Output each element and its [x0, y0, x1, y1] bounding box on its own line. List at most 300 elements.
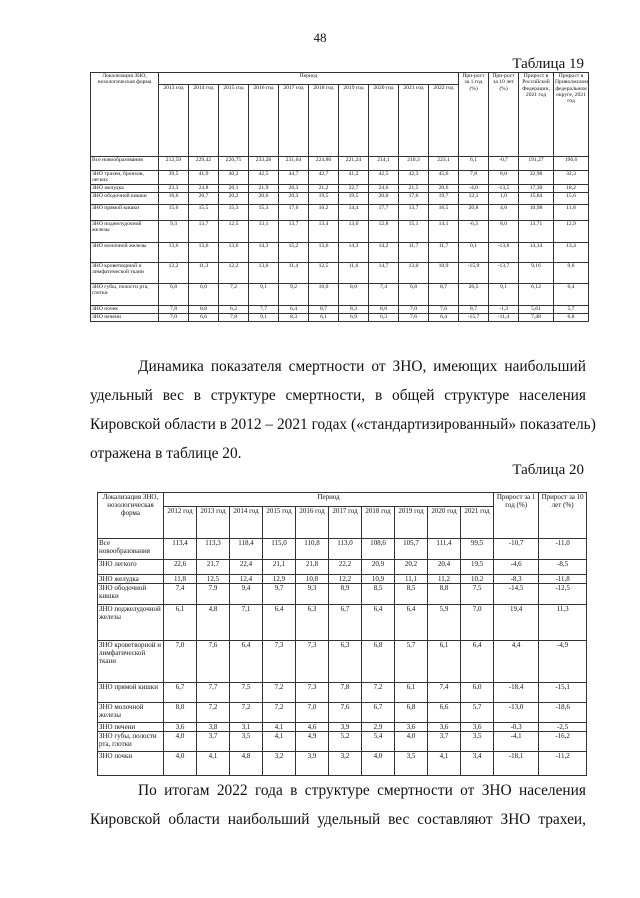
- table-row: [91, 306, 589, 314]
- cell-value: 9,6: [554, 263, 589, 284]
- cell-value: -8,3: [494, 575, 539, 584]
- cell-value: 13,0: [339, 221, 369, 243]
- cell-value: 224,86: [309, 157, 339, 171]
- table-19-header-row: [91, 73, 589, 85]
- cell-value: 42,7: [309, 171, 339, 185]
- cell-value: 8,0: [489, 171, 519, 185]
- table-row: [98, 723, 587, 732]
- table-20-growth1-header: Прирост за 1 год (%): [494, 493, 539, 539]
- cell-value: 14,4: [339, 205, 369, 221]
- cell-value: 3,4: [461, 752, 494, 776]
- cell-value: 32,3: [554, 171, 589, 185]
- cell-value: 8,8: [189, 306, 219, 314]
- cell-value: 8,8: [428, 584, 461, 605]
- table-row: [91, 171, 589, 185]
- table-20-year-4: 2016 год: [296, 507, 329, 539]
- cell-value: 11,8: [164, 575, 197, 584]
- row-label: ЗНО кроветворной и лимфатической ткани: [98, 641, 164, 683]
- cell-value: 9,1: [249, 314, 279, 322]
- row-label: ЗНО прямой кишки: [91, 205, 159, 221]
- cell-value: -18,6: [539, 703, 587, 723]
- row-label: ЗНО молочной железы: [98, 703, 164, 723]
- table-20-year-7: 2019 год: [395, 507, 428, 539]
- cell-value: 7,2: [197, 703, 230, 723]
- cell-value: 12,5: [219, 221, 249, 243]
- row-label: ЗНО почек: [91, 306, 159, 314]
- cell-value: 15,3: [219, 205, 249, 221]
- cell-value: 7,5: [230, 683, 263, 703]
- cell-value: 7,4: [164, 584, 197, 605]
- cell-value: 5,2: [329, 732, 362, 752]
- cell-value: 3,7: [197, 732, 230, 752]
- cell-value: -12,5: [539, 584, 587, 605]
- cell-value: 6,9: [339, 314, 369, 322]
- cell-value: 7,2: [263, 703, 296, 723]
- cell-value: 20,2: [395, 560, 428, 575]
- cell-value: 7,8: [459, 171, 489, 185]
- cell-value: 7,7: [249, 306, 279, 314]
- row-label: ЗНО печени: [98, 723, 164, 732]
- table-row: [91, 185, 589, 193]
- cell-value: 6,3: [369, 314, 399, 322]
- cell-value: 19,4: [494, 605, 539, 641]
- table-row: [91, 284, 589, 306]
- cell-value: -2,5: [539, 723, 587, 732]
- row-label: Все новообразования: [98, 539, 164, 560]
- cell-value: 6,7: [164, 683, 197, 703]
- cell-value: 0,1: [459, 243, 489, 263]
- cell-value: -18,1: [494, 752, 539, 776]
- cell-value: 212,59: [159, 157, 189, 171]
- cell-value: 40,2: [219, 171, 249, 185]
- cell-value: 10,9: [429, 263, 459, 284]
- cell-value: 13,4: [309, 221, 339, 243]
- cell-value: 22,4: [230, 560, 263, 575]
- cell-value: 11,3: [539, 605, 587, 641]
- cell-value: 7,1: [230, 605, 263, 641]
- row-label: ЗНО ободочной кишки: [98, 584, 164, 605]
- cell-value: 4,4: [494, 641, 539, 683]
- cell-value: 8,0: [164, 703, 197, 723]
- cell-value: -15,7: [459, 314, 489, 322]
- cell-value: 4,9: [296, 732, 329, 752]
- cell-value: -8,5: [539, 560, 587, 575]
- cell-value: 9,1: [249, 284, 279, 306]
- cell-value: -13,8: [489, 243, 519, 263]
- cell-value: 7,8: [329, 683, 362, 703]
- cell-value: 15,1: [399, 221, 429, 243]
- cell-value: 15,5: [189, 205, 219, 221]
- cell-value: 20,2: [219, 193, 249, 205]
- cell-value: -13,5: [489, 185, 519, 193]
- cell-value: 4,8: [230, 752, 263, 776]
- cell-value: -15,1: [539, 683, 587, 703]
- table-row: [98, 641, 587, 683]
- table-20-period-header: Период: [164, 493, 494, 507]
- cell-value: 191,27: [519, 157, 554, 171]
- cell-value: 3,5: [395, 752, 428, 776]
- cell-value: 12,2: [219, 263, 249, 284]
- cell-value: 44,7: [279, 171, 309, 185]
- cell-value: 8,0: [489, 221, 519, 243]
- cell-value: 8,9: [329, 584, 362, 605]
- cell-value: 7,0: [399, 306, 429, 314]
- cell-value: 20,3: [279, 193, 309, 205]
- cell-value: 6,4: [461, 641, 494, 683]
- cell-value: 3,6: [395, 723, 428, 732]
- cell-value: -10,7: [494, 539, 539, 560]
- cell-value: 7,6: [399, 314, 429, 322]
- table-19-rf-header: Прирост в Российской Федерации, 2021 год: [519, 73, 554, 157]
- table-19-year-0: 2013 год: [159, 85, 189, 157]
- table-19-loc-header: Локализация ЗНО, нозологическая форма: [91, 73, 159, 157]
- cell-value: 6,8: [362, 641, 395, 683]
- cell-value: 3,2: [329, 752, 362, 776]
- row-label: ЗНО трахеи, бронхов, легких: [91, 171, 159, 185]
- row-label: ЗНО почки: [98, 752, 164, 776]
- cell-value: 11,7: [429, 243, 459, 263]
- cell-value: 110,8: [296, 539, 329, 560]
- cell-value: 221,24: [339, 157, 369, 171]
- cell-value: 14,1: [429, 221, 459, 243]
- cell-value: 9,2: [279, 284, 309, 306]
- cell-value: 13,7: [189, 221, 219, 243]
- table-row: [98, 752, 587, 776]
- table-19: [90, 72, 589, 322]
- cell-value: 7,2: [263, 683, 296, 703]
- cell-value: 7,6: [329, 703, 362, 723]
- cell-value: -15,9: [459, 263, 489, 284]
- cell-value: 6,1: [395, 683, 428, 703]
- paragraph-1: [90, 352, 596, 468]
- cell-value: 9,3: [159, 221, 189, 243]
- table-row: [91, 243, 589, 263]
- cell-value: 20,7: [189, 193, 219, 205]
- cell-value: 11,2: [428, 575, 461, 584]
- cell-value: 118,4: [230, 539, 263, 560]
- cell-value: 13,71: [519, 221, 554, 243]
- cell-value: 21,9: [249, 185, 279, 193]
- cell-value: 4,1: [263, 732, 296, 752]
- cell-value: 108,6: [362, 539, 395, 560]
- cell-value: 45,6: [429, 171, 459, 185]
- cell-value: 6,0: [461, 683, 494, 703]
- table-20-year-1: 2013 год: [197, 507, 230, 539]
- cell-value: 13,7: [399, 205, 429, 221]
- cell-value: 13,6: [159, 243, 189, 263]
- cell-value: 8,5: [362, 584, 395, 605]
- paragraph-2: [90, 776, 586, 834]
- row-label: ЗНО легкого: [98, 560, 164, 575]
- cell-value: 3,9: [296, 752, 329, 776]
- cell-value: 13,6: [309, 243, 339, 263]
- cell-value: 229,42: [189, 157, 219, 171]
- cell-value: 6,3: [329, 641, 362, 683]
- cell-value: 3,7: [428, 732, 461, 752]
- cell-value: 13,1: [249, 221, 279, 243]
- cell-value: 7,4: [369, 284, 399, 306]
- cell-value: -4,9: [539, 641, 587, 683]
- cell-value: 16,6: [159, 193, 189, 205]
- cell-value: 8,7: [429, 284, 459, 306]
- table-20-year-6: 2018 год: [362, 507, 395, 539]
- cell-value: 231,64: [279, 157, 309, 171]
- cell-value: 12,9: [263, 575, 296, 584]
- cell-value: 6,4: [554, 284, 589, 306]
- table-row: [98, 584, 587, 605]
- cell-value: 7,4: [428, 683, 461, 703]
- table-row: [98, 575, 587, 584]
- cell-value: 42,3: [399, 171, 429, 185]
- cell-value: 24,6: [369, 185, 399, 193]
- table-row: [91, 221, 589, 243]
- cell-value: 24,8: [189, 185, 219, 193]
- cell-value: 14,3: [249, 243, 279, 263]
- row-label: ЗНО поджелудочной железы: [98, 605, 164, 641]
- cell-value: 7,0: [164, 641, 197, 683]
- cell-value: -11,4: [489, 314, 519, 322]
- cell-value: 6,1: [309, 314, 339, 322]
- cell-value: 7,2: [230, 703, 263, 723]
- cell-value: 42,5: [249, 171, 279, 185]
- cell-value: 6,8: [395, 703, 428, 723]
- cell-value: 39,5: [159, 171, 189, 185]
- row-label: ЗНО губы, полости рта, глотки: [91, 284, 159, 306]
- row-label: ЗНО кроветворной и лимфатической ткани: [91, 263, 159, 284]
- table-row: [91, 263, 589, 284]
- cell-value: -11,2: [539, 752, 587, 776]
- table-row: [98, 732, 587, 752]
- cell-value: 6,4: [230, 641, 263, 683]
- cell-value: -14,5: [494, 584, 539, 605]
- table-20-caption: Таблица 20: [512, 462, 584, 478]
- row-label: ЗНО печени: [91, 314, 159, 322]
- cell-value: 21,2: [309, 185, 339, 193]
- cell-value: 111,4: [428, 539, 461, 560]
- cell-value: 6,8: [399, 284, 429, 306]
- paragraph-line: удельный вес в структуре смертности, в общей структуре населения: [90, 387, 586, 404]
- cell-value: 210,3: [399, 157, 429, 171]
- cell-value: 10,9: [362, 575, 395, 584]
- table-row: [98, 539, 587, 560]
- table-19-year-3: 2016 год: [249, 85, 279, 157]
- paragraph-line: Кировской области наибольший удельный вес составляют ЗНО трахеи,: [90, 811, 586, 828]
- cell-value: 6,4: [279, 306, 309, 314]
- cell-value: 7,3: [296, 683, 329, 703]
- cell-value: 10,2: [461, 575, 494, 584]
- cell-value: 20,9: [362, 560, 395, 575]
- table-19-period-header: Период: [159, 73, 459, 85]
- cell-value: 2,9: [362, 723, 395, 732]
- cell-value: 3,1: [230, 723, 263, 732]
- cell-value: 19,5: [309, 193, 339, 205]
- cell-value: 20,6: [249, 193, 279, 205]
- cell-value: 3,9: [329, 723, 362, 732]
- cell-value: 14,3: [339, 243, 369, 263]
- cell-value: 3,6: [164, 723, 197, 732]
- cell-value: 5,9: [428, 605, 461, 641]
- cell-value: 22,7: [339, 185, 369, 193]
- paragraph-line: Кировской области в 2012 – 2021 годах («стандартизированный» показатель): [90, 416, 596, 433]
- table-20-year-3: 2015 год: [263, 507, 296, 539]
- cell-value: 105,7: [395, 539, 428, 560]
- cell-value: 22,2: [329, 560, 362, 575]
- row-label: ЗНО губы, полости рта, глотки: [98, 732, 164, 752]
- cell-value: -11,0: [539, 539, 587, 560]
- cell-value: 7,2: [362, 683, 395, 703]
- row-label: ЗНО прямой кишки: [98, 683, 164, 703]
- cell-value: 113,3: [197, 539, 230, 560]
- cell-value: 7,0: [461, 605, 494, 641]
- cell-value: -4,6: [494, 560, 539, 575]
- paragraph-line: отражена в таблице 20.: [90, 445, 242, 462]
- cell-value: 22,6: [164, 560, 197, 575]
- cell-value: -0,3: [494, 723, 539, 732]
- cell-value: 6,4: [362, 605, 395, 641]
- cell-value: 13,6: [219, 243, 249, 263]
- cell-value: 6,8: [159, 284, 189, 306]
- cell-value: 15,2: [279, 243, 309, 263]
- table-20-header-row: [98, 493, 587, 507]
- table-19-caption: Таблица 19: [512, 56, 584, 72]
- cell-value: -13,0: [494, 703, 539, 723]
- cell-value: 6,1: [459, 157, 489, 171]
- row-label: ЗНО желудка: [91, 185, 159, 193]
- table-19-year-6: 2019 год: [339, 85, 369, 157]
- table-19-year-1: 2014 год: [189, 85, 219, 157]
- cell-value: 113,4: [164, 539, 197, 560]
- cell-value: 12,2: [329, 575, 362, 584]
- cell-value: 12,5: [309, 263, 339, 284]
- cell-value: 4,6: [489, 205, 519, 221]
- cell-value: 18,2: [554, 185, 589, 193]
- cell-value: 20,6: [429, 185, 459, 193]
- cell-value: -13,7: [489, 263, 519, 284]
- cell-value: 17,6: [399, 193, 429, 205]
- cell-value: 4,1: [263, 723, 296, 732]
- cell-value: 13,0: [399, 263, 429, 284]
- cell-value: 19,5: [339, 193, 369, 205]
- cell-value: 8,0: [339, 284, 369, 306]
- cell-value: 32,98: [519, 171, 554, 185]
- cell-value: -1,3: [489, 306, 519, 314]
- table-20-year-0: 2012 год: [164, 507, 197, 539]
- cell-value: 3,5: [230, 732, 263, 752]
- cell-value: 4,1: [197, 752, 230, 776]
- cell-value: 5,4: [362, 732, 395, 752]
- row-label: ЗНО желудка: [98, 575, 164, 584]
- table-19-growth10-header: При-рост за 10 лет (%): [489, 73, 519, 157]
- cell-value: 5,7: [461, 703, 494, 723]
- table-19-year-8: 2021 год: [399, 85, 429, 157]
- cell-value: 7,8: [219, 314, 249, 322]
- cell-value: -4,1: [494, 732, 539, 752]
- cell-value: 15,84: [519, 193, 554, 205]
- cell-value: 11,8: [554, 205, 589, 221]
- cell-value: 99,5: [461, 539, 494, 560]
- table-19-year-5: 2018 год: [309, 85, 339, 157]
- table-20-year-5: 2017 год: [329, 507, 362, 539]
- cell-value: 12,8: [369, 221, 399, 243]
- cell-value: 4,0: [164, 732, 197, 752]
- cell-value: 17,7: [369, 205, 399, 221]
- cell-value: 20,4: [428, 560, 461, 575]
- cell-value: 13,4: [554, 243, 589, 263]
- cell-value: 9,7: [263, 584, 296, 605]
- cell-value: -16,2: [539, 732, 587, 752]
- cell-value: 11,7: [399, 243, 429, 263]
- cell-value: 16,2: [309, 205, 339, 221]
- cell-value: -18,4: [494, 683, 539, 703]
- cell-value: 9,16: [519, 263, 554, 284]
- cell-value: 12,4: [230, 575, 263, 584]
- table-20: [97, 492, 587, 776]
- cell-value: 7,2: [219, 284, 249, 306]
- row-label: ЗНО поджелудочной железы: [91, 221, 159, 243]
- cell-value: 1,0: [489, 193, 519, 205]
- cell-value: 6,3: [296, 605, 329, 641]
- cell-value: 8,7: [459, 306, 489, 314]
- table-row: [91, 314, 589, 322]
- cell-value: 4,6: [296, 723, 329, 732]
- cell-value: 3,8: [197, 723, 230, 732]
- cell-value: 3,6: [428, 723, 461, 732]
- table-19-year-7: 2020 год: [369, 85, 399, 157]
- cell-value: 6,1: [428, 641, 461, 683]
- cell-value: 19,7: [429, 193, 459, 205]
- cell-value: 115,0: [263, 539, 296, 560]
- cell-value: -0,7: [489, 157, 519, 171]
- cell-value: -11,8: [539, 575, 587, 584]
- table-19-year-2: 2015 год: [219, 85, 249, 157]
- cell-value: 11,6: [339, 263, 369, 284]
- cell-value: 12,1: [459, 193, 489, 205]
- cell-value: 26,3: [279, 185, 309, 193]
- cell-value: 4,0: [362, 752, 395, 776]
- cell-value: 6,7: [329, 605, 362, 641]
- cell-value: 10,0: [309, 284, 339, 306]
- cell-value: 15,6: [159, 205, 189, 221]
- cell-value: 10,8: [296, 575, 329, 584]
- cell-value: 17,30: [519, 185, 554, 193]
- cell-value: 4,0: [395, 732, 428, 752]
- cell-value: 3,2: [263, 752, 296, 776]
- cell-value: 7,3: [263, 641, 296, 683]
- cell-value: 7,0: [296, 703, 329, 723]
- cell-value: 3,5: [461, 732, 494, 752]
- cell-value: 41,2: [339, 171, 369, 185]
- cell-value: 7,7: [197, 683, 230, 703]
- cell-value: 6,6: [428, 703, 461, 723]
- cell-value: 3,6: [461, 723, 494, 732]
- cell-value: 17,6: [279, 205, 309, 221]
- cell-value: 6,1: [164, 605, 197, 641]
- cell-value: 220,75: [219, 157, 249, 171]
- cell-value: 7,0: [159, 314, 189, 322]
- cell-value: 12,5: [197, 575, 230, 584]
- table-20-year-9: 2021 год: [461, 507, 494, 539]
- cell-value: 8,3: [339, 306, 369, 314]
- row-label: ЗНО ободочной кишки: [91, 193, 159, 205]
- cell-value: 4,1: [428, 752, 461, 776]
- cell-value: 9,3: [296, 584, 329, 605]
- table-row: [91, 193, 589, 205]
- table-19-pfo-header: Прирост в Приволжском федеральном округе, 2021 год: [554, 73, 589, 157]
- cell-value: 7,8: [159, 306, 189, 314]
- cell-value: 9,4: [230, 584, 263, 605]
- cell-value: 6,0: [189, 284, 219, 306]
- cell-value: 15,3: [249, 205, 279, 221]
